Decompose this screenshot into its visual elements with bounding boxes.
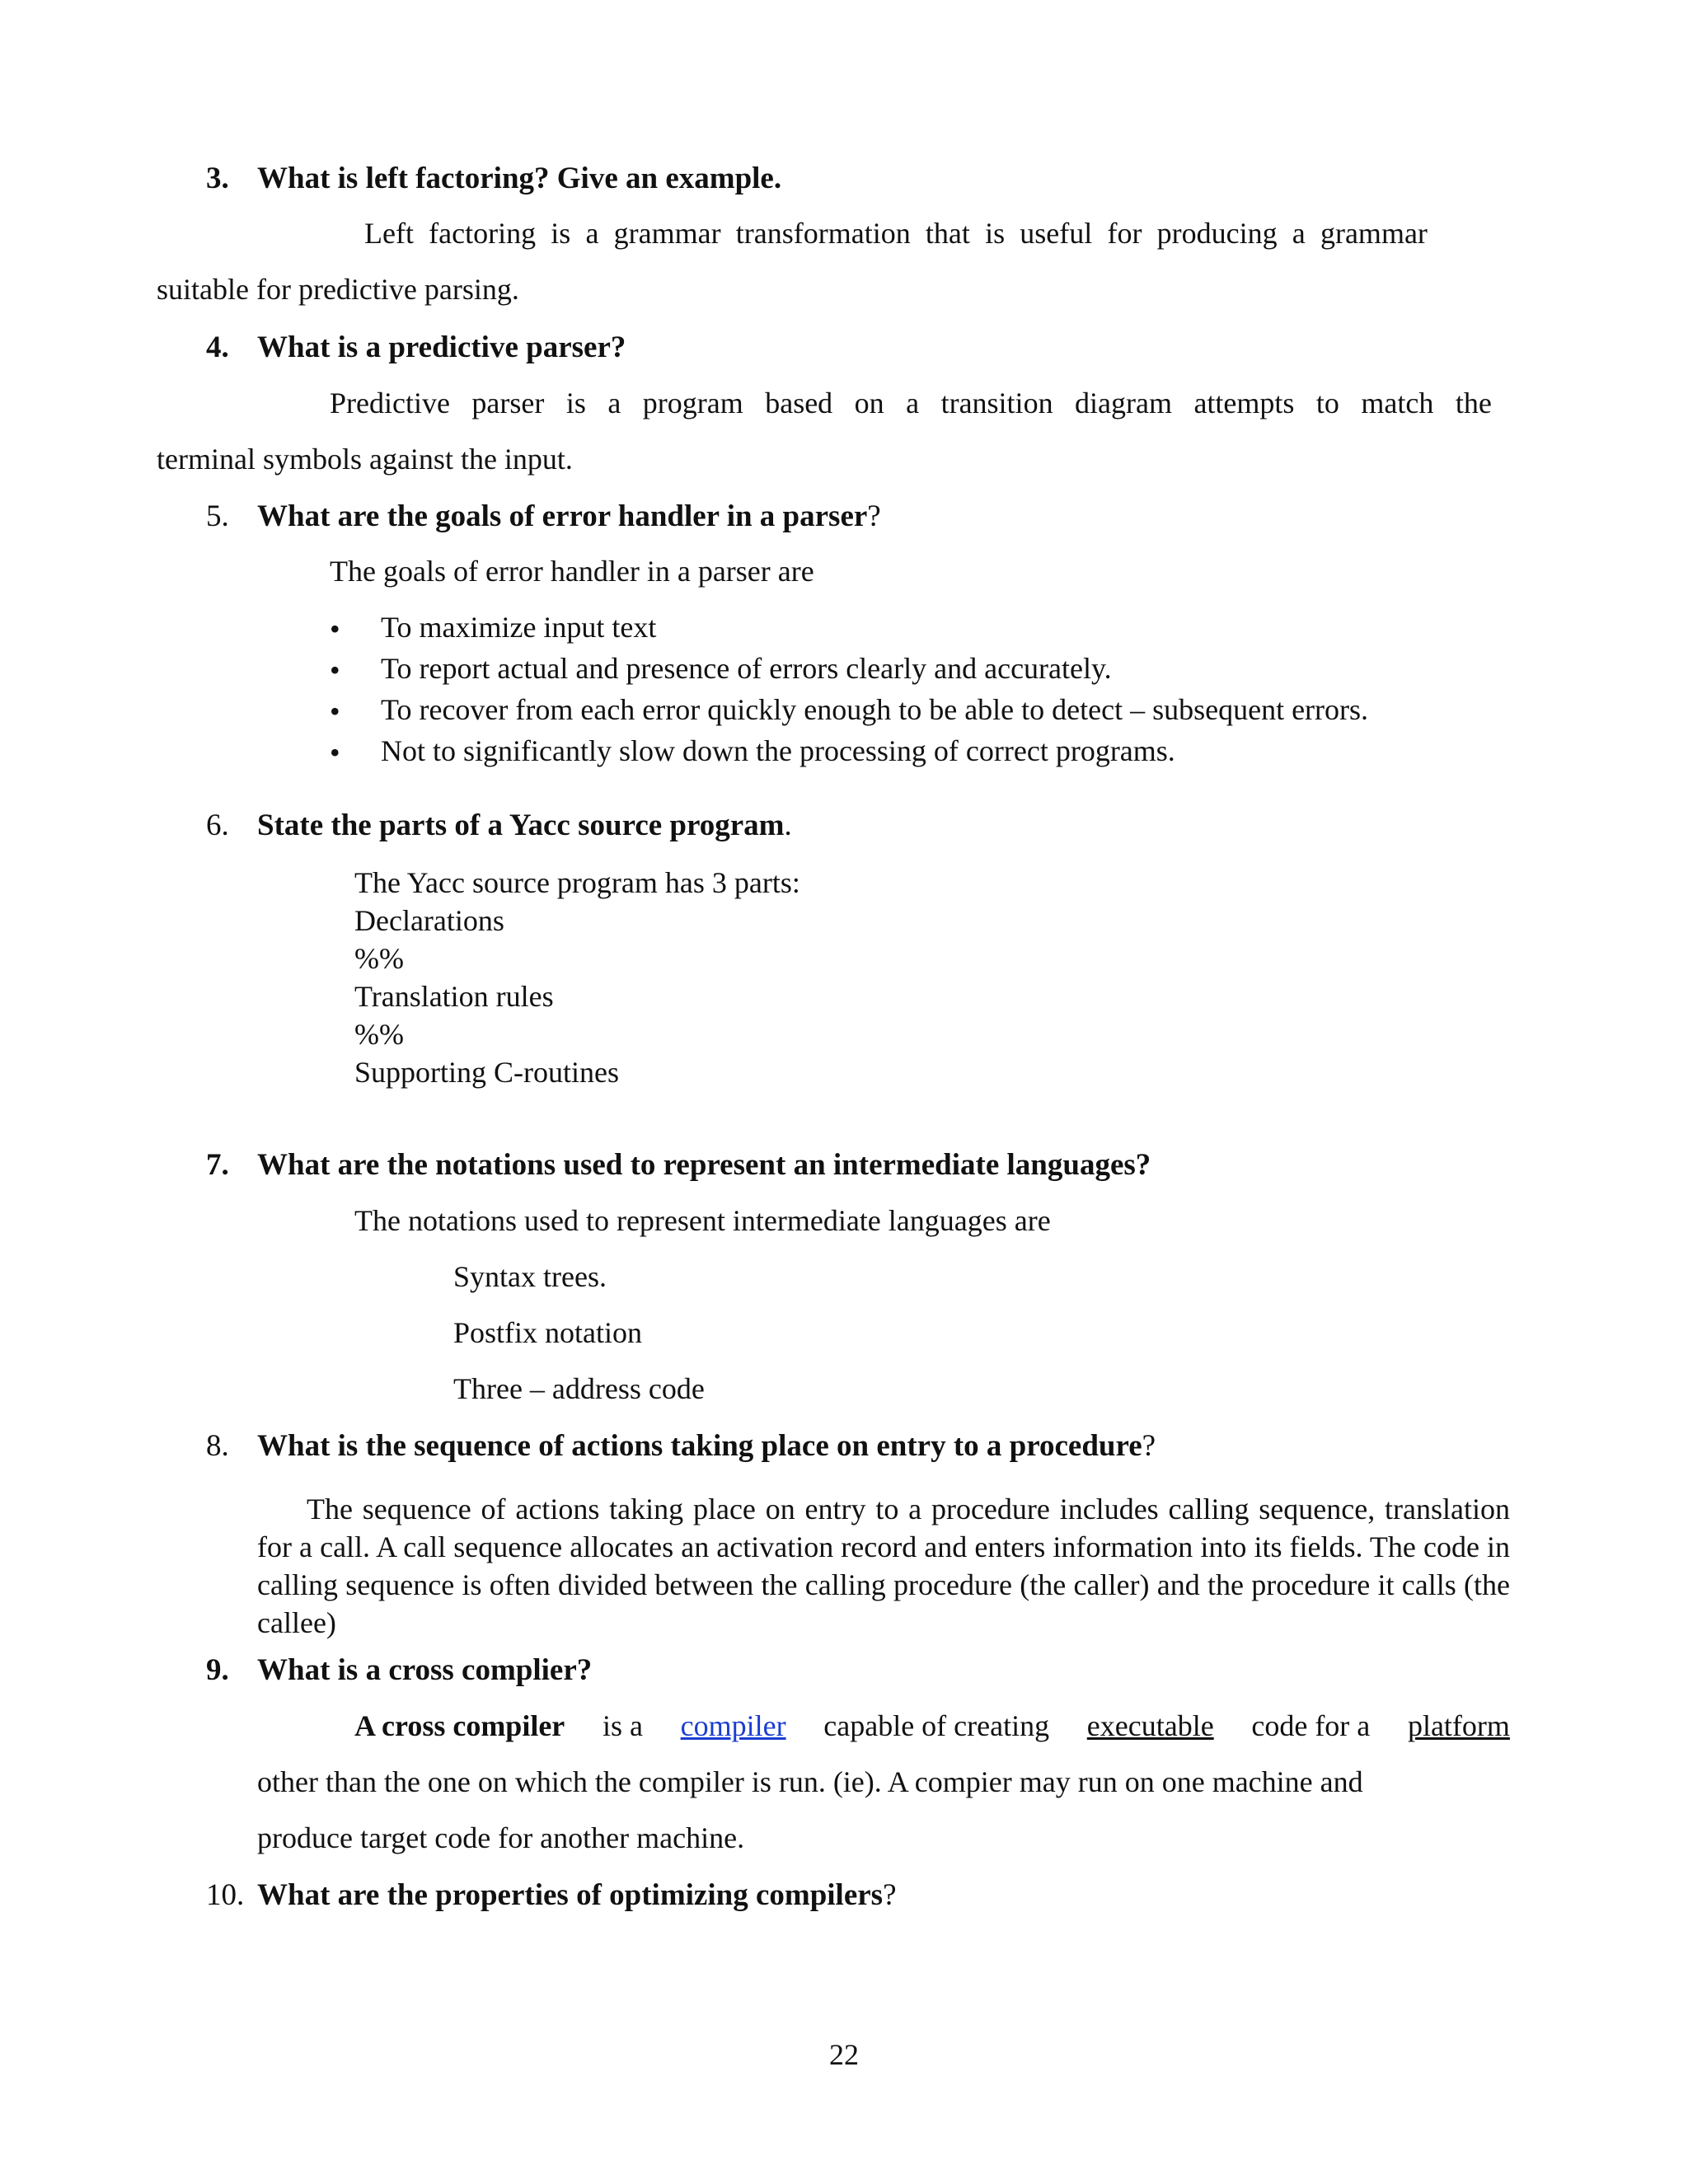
question-title: What is a predictive parser? xyxy=(257,330,626,364)
question-title-wrap xyxy=(257,1428,1156,1464)
yacc-line: The Yacc source program has 3 parts: xyxy=(354,866,800,899)
yacc-line: Supporting C-routines xyxy=(354,1056,619,1089)
word: useful xyxy=(1020,217,1093,250)
word: a xyxy=(1292,217,1306,250)
question-tail: ? xyxy=(883,1878,897,1912)
list-item-text: To recover from each error quickly enough to be able to detect – subsequent errors. xyxy=(381,693,1369,726)
answer-7-intro: The notations used to represent intermediate languages are xyxy=(354,1204,1051,1237)
answer-3-line-1 xyxy=(364,216,1428,251)
answer-9-word: code for a xyxy=(1251,1709,1371,1742)
compiler-link[interactable]: compiler xyxy=(680,1709,786,1742)
answer-9-line-3: produce target code for another machine. xyxy=(257,1821,745,1854)
question-title-wrap xyxy=(257,808,792,843)
question-number: 5. xyxy=(206,499,229,533)
word: attempts xyxy=(1193,387,1295,419)
question-title: What is a cross complier? xyxy=(257,1653,593,1687)
bullet-icon: • xyxy=(330,695,340,728)
word: program xyxy=(642,387,743,419)
question-number: 4. xyxy=(206,330,229,364)
word: Predictive xyxy=(330,387,450,419)
question-number: 9. xyxy=(206,1653,229,1687)
question-tail: ? xyxy=(1142,1429,1156,1463)
yacc-line: Declarations xyxy=(354,904,504,937)
question-title: State the parts of a Yacc source program xyxy=(257,808,785,842)
question-number: 8. xyxy=(206,1429,229,1463)
bullet-icon: • xyxy=(330,736,340,769)
yacc-line: %% xyxy=(354,942,404,975)
question-number: 6. xyxy=(206,808,229,842)
word: a xyxy=(585,217,599,250)
word: on xyxy=(854,387,884,419)
answer-4-line-1 xyxy=(330,386,1492,420)
word: that xyxy=(925,217,970,250)
yacc-line: Translation rules xyxy=(354,980,554,1013)
word: to xyxy=(1315,387,1339,419)
word: Left xyxy=(364,217,414,250)
answer-4-line-2: terminal symbols against the input. xyxy=(157,443,573,476)
word: transition xyxy=(940,387,1053,419)
word: factoring xyxy=(429,217,537,250)
word: based xyxy=(765,387,833,419)
word: match xyxy=(1361,387,1434,419)
word: grammar xyxy=(613,217,721,250)
question-tail: . xyxy=(784,808,792,842)
answer-8-text: The sequence of actions taking place on entry to a procedure includes calling sequence, translation for a call. A call sequence allocates an activation record and enters information into its fields. The code in calling sequence is often divided between the calling procedure (the caller) and the procedure it calls (the callee) xyxy=(257,1493,1510,1639)
word: grammar xyxy=(1320,217,1428,250)
notation-item: Postfix notation xyxy=(453,1316,643,1349)
word: is xyxy=(985,217,1006,250)
question-title-wrap xyxy=(257,499,881,534)
answer-8-paragraph xyxy=(257,1490,1510,1642)
question-title: What are the notations used to represent an intermediate languages? xyxy=(257,1148,1151,1182)
question-title: What are the properties of optimizing compilers xyxy=(257,1878,884,1912)
word: producing xyxy=(1156,217,1278,250)
platform-link[interactable]: platform xyxy=(1407,1709,1510,1742)
question-title-wrap xyxy=(257,1877,897,1913)
list-item-text: Not to significantly slow down the processing of correct programs. xyxy=(381,734,1175,767)
question-tail: ? xyxy=(867,499,881,533)
answer-9-word: capable of creating xyxy=(823,1709,1050,1742)
answer-3-line-2: suitable for predictive parsing. xyxy=(157,273,519,306)
word: transformation xyxy=(735,217,911,250)
word: a xyxy=(906,387,920,419)
answer-9-word: is a xyxy=(602,1709,643,1742)
question-number: 7. xyxy=(206,1148,229,1182)
question-number: 10. xyxy=(206,1878,245,1912)
notation-item: Three – address code xyxy=(453,1372,705,1405)
answer-9-line-1 xyxy=(354,1708,1510,1743)
bullet-icon: • xyxy=(330,654,340,687)
word: diagram xyxy=(1075,387,1172,419)
list-item-text: To maximize input text xyxy=(381,611,657,644)
question-title: What is the sequence of actions taking place on entry to a procedure xyxy=(257,1429,1142,1463)
page-number: 22 xyxy=(829,2038,859,2071)
answer-5-intro: The goals of error handler in a parser are xyxy=(330,555,814,588)
word: for xyxy=(1107,217,1142,250)
word: is xyxy=(551,217,571,250)
word: the xyxy=(1455,387,1492,419)
notation-item: Syntax trees. xyxy=(453,1260,607,1293)
list-item-text: To report actual and presence of errors clearly and accurately. xyxy=(381,652,1112,685)
executable-link[interactable]: executable xyxy=(1086,1709,1214,1742)
question-title: What is left factoring? Give an example. xyxy=(257,162,782,195)
question-number: 3. xyxy=(206,162,229,195)
bullet-icon: • xyxy=(330,612,340,645)
answer-9-line-2: other than the one on which the compiler is run. (ie). A compier may run on one machine and xyxy=(257,1765,1363,1798)
word: a xyxy=(607,387,621,419)
cross-compiler-term: A cross compiler xyxy=(354,1709,565,1742)
word: parser xyxy=(471,387,545,419)
yacc-line: %% xyxy=(354,1018,404,1051)
question-title: What are the goals of error handler in a parser xyxy=(257,499,868,533)
word: is xyxy=(565,387,586,419)
